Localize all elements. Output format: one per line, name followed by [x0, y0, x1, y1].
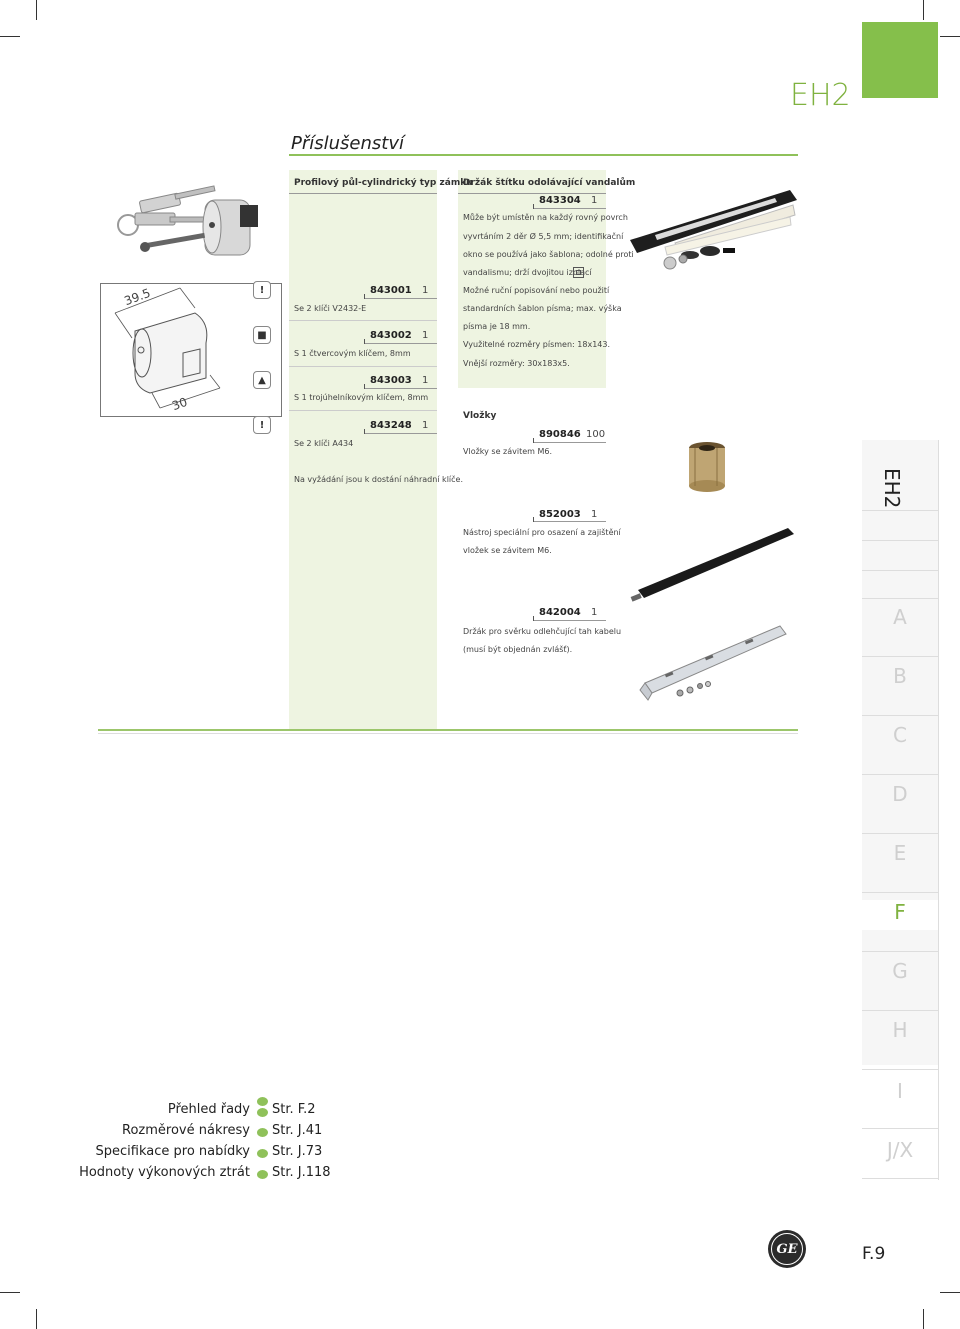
- triangle-key-icon: ▲: [253, 371, 271, 389]
- footer-link-losses[interactable]: Str. J.118: [272, 1165, 331, 1180]
- order-code: 843304: [539, 195, 581, 206]
- tool-text-2: vložek se závitem M6.: [463, 546, 552, 555]
- warning-icon: !: [253, 281, 271, 299]
- order-code: 843003: [370, 375, 412, 386]
- content-bottom-rule-thin: [98, 733, 798, 734]
- lock-photo: [110, 175, 280, 270]
- quantity: 1: [422, 330, 429, 341]
- quantity: 1: [422, 375, 429, 386]
- holder-text-2: vyvrtáním 2 děr Ø 5,5 mm; identifikační: [463, 232, 624, 241]
- holder-text-1: Může být umístěn na každý rovný povrch: [463, 213, 628, 222]
- clamp-text-1: Držák pro svěrku odlehčující tah kabelu: [463, 627, 622, 636]
- sidebar-item-c[interactable]: C: [893, 723, 907, 747]
- footer-label-losses: Hodnoty výkonových ztrát: [79, 1165, 250, 1180]
- row-divider: [289, 320, 437, 321]
- screw-image: [140, 233, 205, 252]
- order-code: 852003: [539, 509, 581, 520]
- row-divider: [289, 410, 437, 411]
- sidebar-divider: [862, 540, 938, 541]
- sidebar-divider: [862, 892, 938, 893]
- ge-logo: [768, 1230, 806, 1268]
- holder-text-7: písma je 18 mm.: [463, 322, 531, 331]
- quantity: 100: [586, 429, 606, 440]
- sidebar-item-h[interactable]: H: [892, 1018, 908, 1042]
- cylinder-image: [203, 200, 258, 255]
- sidebar-item-jx[interactable]: J/X: [886, 1138, 914, 1162]
- cable-clamp-holder-photo: [630, 618, 790, 708]
- order-code: 842004: [539, 607, 581, 618]
- sidebar-divider: [862, 1069, 938, 1070]
- code-tick: [364, 429, 365, 434]
- holder-text-6: standardních šablon písma; max. výška: [463, 304, 622, 313]
- code-rule: [533, 521, 606, 522]
- sidebar-divider: [862, 1178, 938, 1179]
- code-tick: [364, 294, 365, 299]
- code-rule: [364, 298, 437, 299]
- holder-text-5: Možné ruční popisování nebo použití: [463, 286, 610, 295]
- sidebar-divider: [862, 598, 938, 599]
- sidebar-divider: [862, 774, 938, 775]
- row-divider: [289, 366, 437, 367]
- footer-dot: [257, 1097, 268, 1106]
- threaded-insert-photo: [685, 440, 730, 495]
- footer-label-specs: Specifikace pro nabídky: [95, 1144, 250, 1159]
- footer-dot: [257, 1128, 268, 1137]
- tool-text-1: Nástroj speciální pro osazení a zajištění: [463, 528, 621, 537]
- sidebar-item-e[interactable]: E: [893, 841, 907, 865]
- holder-text-8: Využitelné rozměry písmen: 18x143.: [463, 340, 611, 349]
- item-description: Se 2 klíči V2432-E: [294, 304, 367, 313]
- holder-header: Držák štítku odolávající vandalům: [463, 178, 636, 188]
- double-insulation-icon: [573, 267, 584, 278]
- quantity: 1: [422, 285, 429, 296]
- crop-mark: [940, 1292, 960, 1293]
- content-bottom-rule: [98, 729, 798, 731]
- sidebar-divider: [862, 1128, 938, 1129]
- code-tick: [364, 339, 365, 344]
- item-description: S 1 čtvercovým klíčem, 8mm: [294, 349, 411, 358]
- sidebar-divider: [862, 510, 938, 511]
- title-rule: [289, 154, 798, 156]
- sidebar-item-a[interactable]: A: [893, 605, 907, 629]
- sidebar-item-d[interactable]: D: [892, 782, 908, 806]
- sidebar-edge: [938, 440, 939, 1180]
- quantity: 1: [591, 607, 598, 618]
- sidebar-item-b[interactable]: B: [893, 664, 907, 688]
- item-description: S 1 trojúhelníkovým klíčem, 8mm: [294, 393, 429, 402]
- sidebar-divider: [862, 1010, 938, 1011]
- order-code: 843001: [370, 285, 412, 296]
- crop-mark: [923, 1309, 924, 1329]
- inserts-description: Vložky se závitem M6.: [463, 447, 553, 456]
- sidebar-divider: [862, 833, 938, 834]
- inserts-header: Vložky: [463, 411, 497, 421]
- code-rule: [364, 433, 437, 434]
- sidebar-item-g[interactable]: G: [892, 959, 908, 983]
- square-key-icon: ■: [253, 326, 271, 344]
- crop-mark: [36, 1309, 37, 1329]
- footer-link-specs[interactable]: Str. J.73: [272, 1144, 323, 1159]
- section-title: Příslušenství: [291, 133, 404, 154]
- footer-link-drawings[interactable]: Str. J.41: [272, 1123, 323, 1138]
- quantity: 1: [591, 509, 598, 520]
- order-code: 890846: [539, 429, 581, 440]
- page-number: F.9: [862, 1244, 886, 1264]
- order-code: 843002: [370, 330, 412, 341]
- warning-icon: !: [253, 416, 271, 434]
- crop-mark: [0, 36, 20, 37]
- crop-mark: [0, 1292, 20, 1293]
- label-holder-photo: [625, 185, 800, 275]
- quantity: 1: [591, 195, 598, 206]
- series-title: EH2: [790, 78, 851, 113]
- clamp-text-2: (musí být objednán zvlášť).: [463, 645, 573, 654]
- sidebar-item-f[interactable]: F: [862, 900, 938, 930]
- dimension-b-label: 30: [170, 394, 190, 414]
- header-rule: [458, 193, 606, 194]
- code-rule: [364, 343, 437, 344]
- sidebar-divider: [862, 715, 938, 716]
- sidebar-divider: [862, 570, 938, 571]
- code-tick: [533, 616, 534, 621]
- setting-tool-photo: [628, 520, 798, 605]
- keys-image: [118, 186, 215, 235]
- footer-dot: [257, 1149, 268, 1158]
- holder-text-9: Vnější rozměry: 30x183x5.: [463, 359, 570, 368]
- footer-link-overview[interactable]: Str. F.2: [272, 1102, 316, 1117]
- sidebar-item-i[interactable]: I: [897, 1079, 903, 1103]
- series-tab-block: [862, 22, 938, 98]
- quantity: 1: [422, 420, 429, 431]
- footer-dot: [257, 1108, 268, 1117]
- sidebar-divider: [862, 656, 938, 657]
- spare-keys-note: Na vyžádání jsou k dostání náhradní klíče.: [294, 475, 463, 484]
- holder-text-4: vandalismu; drží dvojitou izolací: [463, 268, 592, 277]
- ge-logo-text: GE: [776, 1241, 798, 1257]
- crop-mark: [36, 0, 37, 20]
- dimension-a-label: 39.5: [122, 285, 153, 309]
- footer-label-overview: Přehled řady: [167, 1102, 250, 1117]
- sidebar-vertical-tab[interactable]: [862, 440, 938, 510]
- crop-mark: [940, 36, 960, 37]
- code-tick: [533, 517, 534, 522]
- sidebar-divider: [862, 951, 938, 952]
- footer-label-drawings: Rozměrové nákresy: [122, 1123, 250, 1138]
- lock-header: Profilový půl-cylindrický typ zámku: [294, 178, 473, 188]
- code-rule: [533, 620, 606, 621]
- crop-mark: [923, 0, 924, 20]
- holder-text-3: okno se používá jako šablona; odolné proti: [463, 250, 634, 259]
- order-code: 843248: [370, 420, 412, 431]
- vertical-tab-label: EH2: [880, 468, 904, 509]
- header-rule: [289, 193, 437, 194]
- item-description: Se 2 klíči A434: [294, 439, 354, 448]
- footer-dot: [257, 1170, 268, 1179]
